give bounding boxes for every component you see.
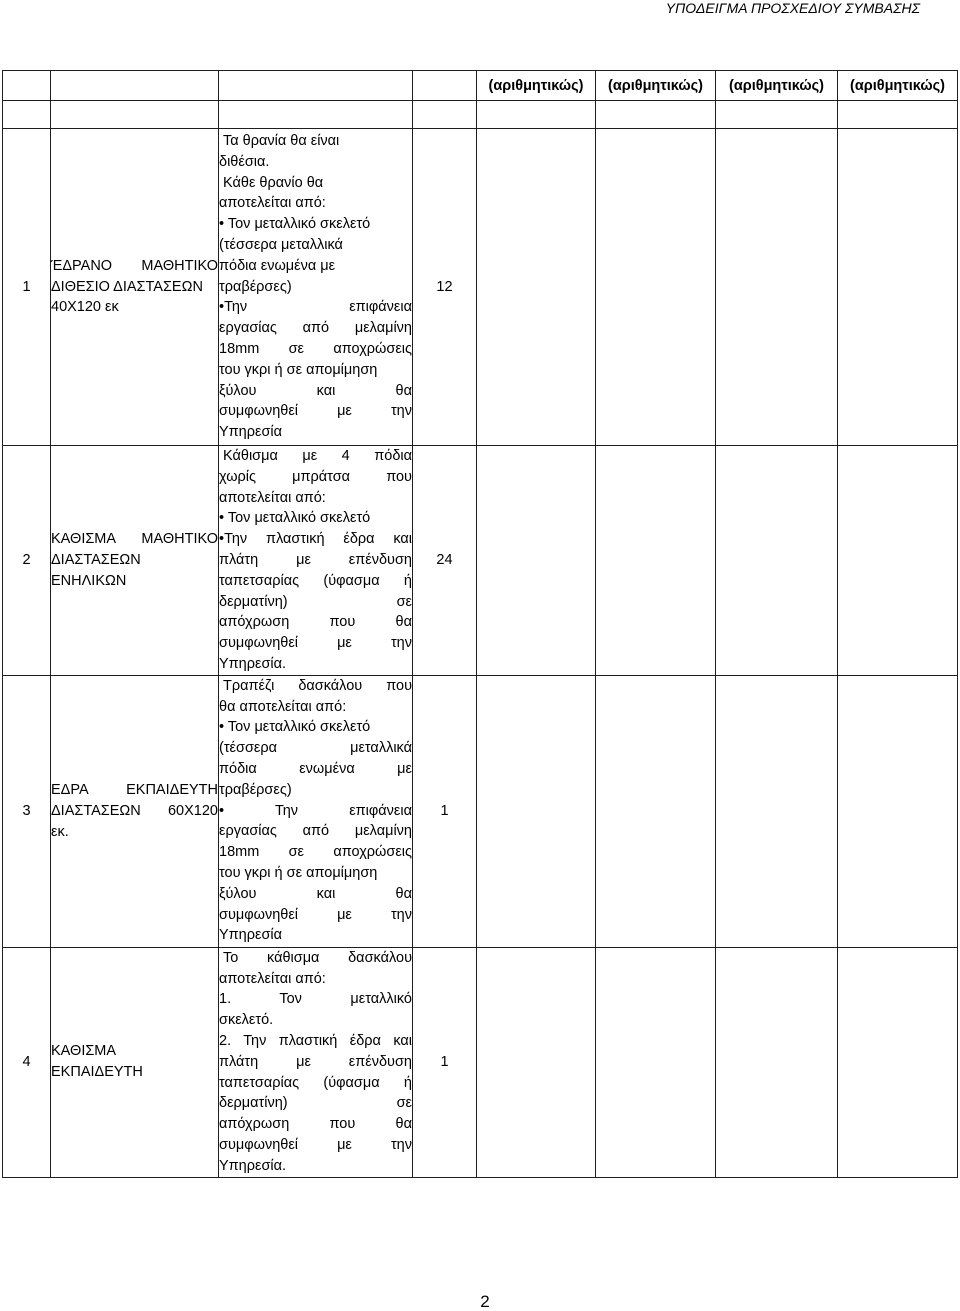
item-name — [51, 129, 219, 446]
row-number: 2 — [3, 446, 51, 676]
description-line: • Τον μεταλλικό σκελετό — [219, 510, 371, 527]
description-line: του γκρι ή σε απομίμηση — [219, 864, 378, 881]
description-line: •Την πλαστική έδρα και — [219, 531, 412, 548]
description-line: (τέσσερα μεταλλικά — [219, 740, 412, 757]
description-line: θα αποτελείται από: — [219, 698, 347, 715]
column-header-amount: (αριθμητικώς) — [838, 71, 958, 101]
empty-amount-cell — [838, 947, 958, 1177]
description-line: • Τον μεταλλικό σκελετό — [219, 719, 371, 736]
empty-cell — [3, 101, 51, 129]
empty-cell — [413, 101, 477, 129]
empty-amount-cell — [477, 675, 596, 947]
item-quantity: 1 — [413, 947, 477, 1177]
column-header-amount: (αριθμητικώς) — [477, 71, 596, 101]
item-description — [219, 129, 413, 446]
description-line: Κάθισμα με 4 πόδια — [223, 448, 412, 464]
description-line: δερματίνη) σε — [219, 593, 412, 610]
empty-amount-cell — [477, 947, 596, 1177]
column-header-amount: (αριθμητικώς) — [716, 71, 838, 101]
item-quantity: 12 — [413, 129, 477, 446]
description-line: δερματίνη) σε — [219, 1095, 412, 1112]
description-line: • Την επιφάνεια — [219, 802, 412, 819]
specification-table — [2, 70, 958, 1178]
empty-amount-cell — [596, 129, 716, 446]
description-line: (τέσσερα μεταλλικά — [219, 236, 343, 253]
table-row — [3, 129, 958, 446]
empty-amount-cell — [716, 446, 838, 676]
description-line: συμφωνηθεί με την — [219, 906, 412, 923]
description-line: Το κάθισμα δασκάλου — [223, 949, 412, 966]
item-name — [51, 675, 219, 947]
table-row — [3, 675, 958, 947]
empty-cell — [838, 101, 958, 129]
description-line: χωρίς μπράτσα που — [219, 468, 412, 485]
empty-cell — [477, 101, 596, 129]
item-name-line: ΈΔΡΑΝΟ ΜΑΘΗΤΙΚΟ — [51, 257, 218, 274]
empty-amount-cell — [596, 947, 716, 1177]
description-line: σκελετό. — [219, 1012, 274, 1029]
document-header-title: ΥΠΟΔΕΙΓΜΑ ΠΡΟΣΧΕΔΙΟΥ ΣΥΜΒΑΣΗΣ — [665, 0, 920, 16]
description-line: αποτελείται από: — [219, 489, 326, 506]
empty-amount-cell — [596, 446, 716, 676]
table-spacer-row — [3, 101, 958, 129]
description-line: 18mm σε αποχρώσεις — [219, 844, 412, 861]
table-row — [3, 446, 958, 676]
header-empty-cell — [219, 71, 413, 101]
table-row — [3, 947, 958, 1177]
description-line: •Την επιφάνεια — [219, 299, 412, 316]
description-line: ταπετσαρίας (ύφασμα ή — [219, 1074, 412, 1091]
empty-amount-cell — [716, 675, 838, 947]
item-quantity: 1 — [413, 675, 477, 947]
description-line: Υπηρεσία — [219, 424, 283, 441]
item-name-line: ΕΚΠΑΙΔΕΥΤΗ — [51, 1064, 143, 1081]
description-line: Υπηρεσία. — [219, 655, 287, 672]
item-name-line: εκ. — [51, 823, 69, 840]
empty-amount-cell — [838, 675, 958, 947]
empty-cell — [596, 101, 716, 129]
description-line: • Τον μεταλλικό σκελετό — [219, 216, 371, 233]
item-name-line: ΔΙΑΣΤΑΣΕΩΝ 60Χ120 — [51, 802, 218, 819]
header-empty-cell — [413, 71, 477, 101]
description-line: 18mm σε αποχρώσεις — [219, 340, 412, 357]
item-name — [51, 947, 219, 1177]
item-name-line: ΚΑΘΙΣΜΑ — [51, 1043, 117, 1060]
description-line: 2. Την πλαστική έδρα και — [219, 1032, 412, 1049]
description-line: πλάτη με επένδυση — [219, 551, 412, 568]
empty-cell — [219, 101, 413, 129]
item-name-line: ΕΔΡΑ ΕΚΠΑΙΔΕΥΤΗ — [51, 782, 218, 799]
description-line: του γκρι ή σε απομίμηση — [219, 361, 378, 378]
empty-amount-cell — [477, 129, 596, 446]
description-line: τραβέρσες) — [219, 278, 292, 295]
item-quantity: 24 — [413, 446, 477, 676]
item-description — [219, 446, 413, 676]
empty-amount-cell — [477, 446, 596, 676]
description-line: πλάτη με επένδυση — [219, 1053, 412, 1070]
description-line: ξύλου και θα — [219, 885, 412, 902]
description-line: διθέσια. — [219, 153, 270, 170]
item-name-line: ΔΙΑΣΤΑΣΕΩΝ — [51, 551, 141, 568]
item-name — [51, 446, 219, 676]
item-name-line: ΚΑΘΙΣΜΑ ΜΑΘΗΤΙΚΟ — [51, 531, 218, 548]
empty-amount-cell — [838, 129, 958, 446]
item-name-line: ΔΙΘΕΣΙΟ ΔΙΑΣΤΑΣΕΩΝ — [51, 278, 203, 295]
column-header-amount: (αριθμητικώς) — [596, 71, 716, 101]
description-line: συμφωνηθεί με την — [219, 403, 412, 420]
description-line: πόδια ενωμένα με — [219, 760, 412, 777]
empty-cell — [51, 101, 219, 129]
empty-amount-cell — [716, 129, 838, 446]
header-empty-cell — [3, 71, 51, 101]
description-line: εργασίας από μελαμίνη — [219, 823, 412, 840]
item-name-line: ΕΝΗΛΙΚΩΝ — [51, 572, 127, 589]
item-description — [219, 947, 413, 1177]
description-line: Κάθε θρανίο θα — [223, 174, 324, 191]
item-description — [219, 675, 413, 947]
description-line: απόχρωση που θα — [219, 614, 412, 631]
description-line: πόδια ενωμένα με — [219, 257, 336, 274]
description-line: συμφωνηθεί με την — [219, 1136, 412, 1153]
row-number: 4 — [3, 947, 51, 1177]
empty-amount-cell — [596, 675, 716, 947]
description-line: αποτελείται από: — [219, 195, 326, 212]
page-number: 2 — [480, 1292, 490, 1311]
description-line: ταπετσαρίας (ύφασμα ή — [219, 572, 412, 589]
empty-amount-cell — [716, 947, 838, 1177]
row-number: 1 — [3, 129, 51, 446]
description-line: τραβέρσες) — [219, 781, 292, 798]
empty-amount-cell — [838, 446, 958, 676]
description-line: Υπηρεσία — [219, 927, 283, 944]
empty-cell — [716, 101, 838, 129]
description-line: αποτελείται από: — [219, 970, 326, 987]
table-header-row — [3, 71, 958, 101]
description-line: 1. Τον μεταλλικό — [219, 991, 412, 1008]
row-number: 3 — [3, 675, 51, 947]
item-name-line: 40Χ120 εκ — [51, 299, 119, 316]
description-line: απόχρωση που θα — [219, 1116, 412, 1133]
description-line: Τραπέζι δασκάλου που — [223, 677, 412, 694]
description-line: συμφωνηθεί με την — [219, 635, 412, 652]
description-line: Τα θρανία θα είναι — [223, 133, 340, 149]
description-line: Υπηρεσία. — [219, 1157, 287, 1174]
header-empty-cell — [51, 71, 219, 101]
description-line: ξύλου και θα — [219, 382, 412, 399]
description-line: εργασίας από μελαμίνη — [219, 320, 412, 337]
